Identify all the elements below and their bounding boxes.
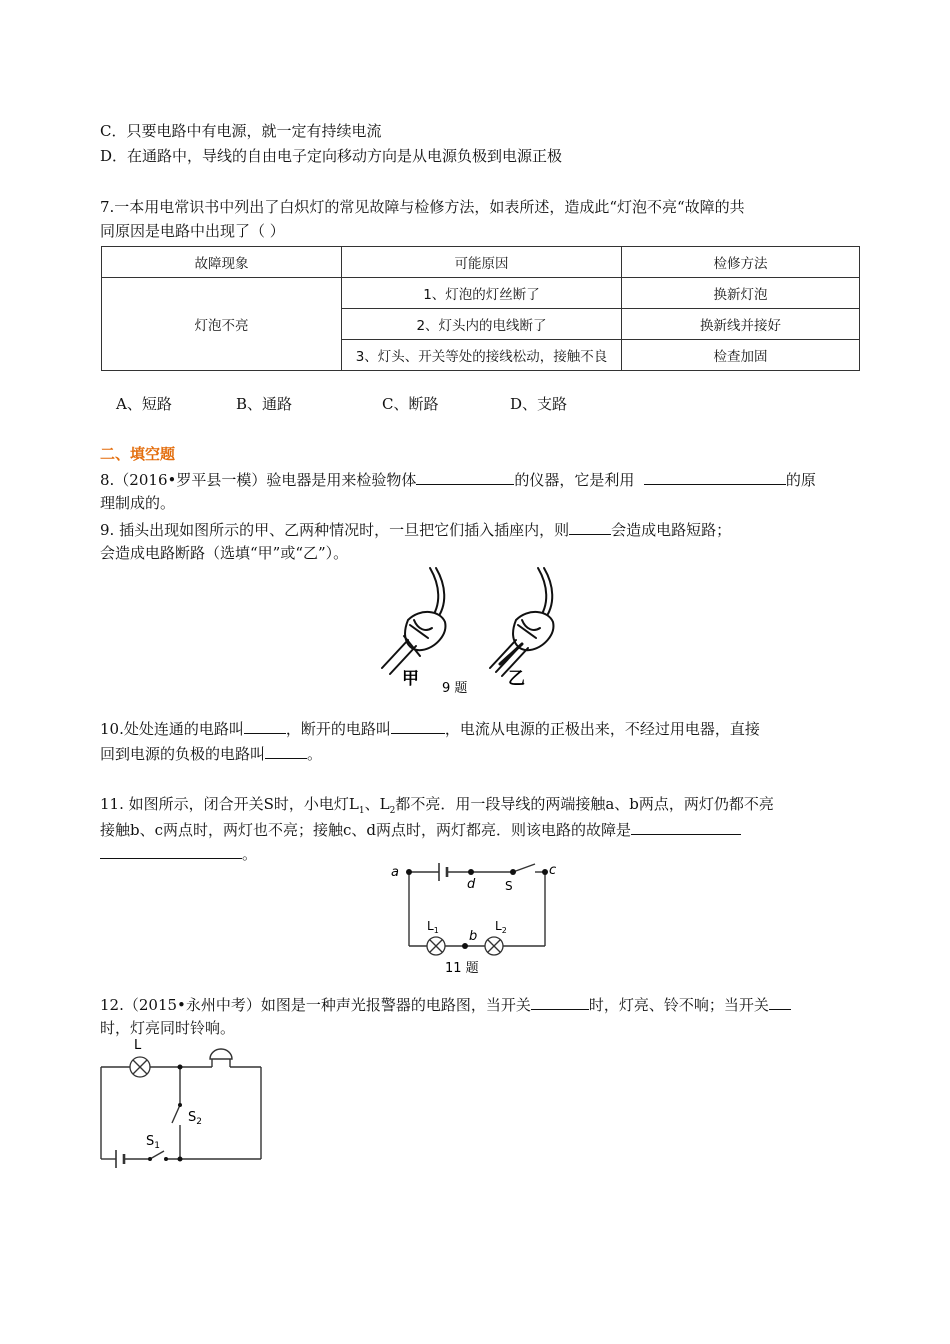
fix-cell: 换新灯泡	[622, 278, 860, 309]
q10-text-5: 。	[307, 745, 323, 763]
q9-blank-1[interactable]	[569, 518, 611, 535]
cause-cell: 1、灯泡的灯丝断了	[342, 278, 622, 309]
q11-text-4: 接触b、c两点时，两灯也不亮；接触c、d两点时，两灯都亮．则该电路的故障是	[100, 821, 632, 839]
header-phenomenon: 故障现象	[102, 247, 342, 278]
fault-table	[101, 246, 860, 371]
q9-line2: 会造成电路断路（选填“甲”或“乙”）。	[100, 544, 349, 562]
q12-text-1: 12.（2015•永州中考）如图是一种声光报警器的电路图，当开关	[100, 996, 531, 1014]
q10-blank-3[interactable]	[265, 742, 307, 759]
node-label-c: c	[549, 863, 557, 878]
q12-blank-2[interactable]	[769, 993, 791, 1010]
q7-stem-line2: 同原因是电路中出现了（ ）	[100, 222, 285, 240]
q10-text-2: ，断开的电路叫	[285, 720, 391, 738]
switch-s2-label: $S_2$	[188, 1110, 202, 1127]
q8-text-1: 8.（2016•罗平县一模）验电器是用来检验物体	[100, 471, 417, 489]
figure-caption-9: 9 题	[442, 681, 468, 695]
q6-option-d: D．在通路中，导线的自由电子定向移动方向是从电源负极到电源正极	[100, 147, 563, 165]
switch-s1-label: $S_1$	[146, 1134, 160, 1151]
q7-option-a: A、短路	[116, 395, 172, 413]
plug-jia-drawing	[382, 568, 445, 674]
q11-text-2: 、L	[364, 795, 390, 813]
circuit-12-wires	[101, 1067, 261, 1159]
q11-sub-1: 1	[358, 806, 365, 816]
q9-text-1: 9. 插头出现如图所示的甲、乙两种情况时，一旦把它们插入插座内，则	[100, 521, 570, 539]
circuit-figure-11	[385, 858, 575, 978]
q7-option-c: C、断路	[382, 395, 439, 413]
q11-text-5: 。	[242, 845, 258, 863]
lamp-l2-symbol	[485, 937, 503, 955]
q8-blank-2[interactable]	[644, 468, 786, 485]
plug-label-yi: 乙	[508, 669, 525, 689]
bell-symbol	[210, 1049, 232, 1067]
q8-line1	[100, 468, 816, 491]
fix-cell: 换新线并接好	[622, 309, 860, 340]
q11-line3	[100, 842, 257, 865]
q10-text-3: ，电流从电源的正极出来，不经过用电器，直接	[444, 720, 760, 738]
q12-blank-1[interactable]	[531, 993, 589, 1010]
q9-line1	[100, 518, 731, 541]
lamp-l1-label: $L_1$	[427, 919, 439, 935]
q12-line2: 时，灯亮同时铃响。	[100, 1019, 236, 1037]
circuit-figure-12	[96, 1035, 271, 1170]
q7-option-d: D、支路	[510, 395, 568, 413]
q8-text-2: 的仪器，它是利用	[514, 471, 635, 489]
q9-text-2: 会造成电路短路；	[611, 521, 732, 539]
q8-line2: 理制成的。	[100, 494, 176, 512]
q6-option-c: C．只要电路中有电源，就一定有持续电流	[100, 122, 382, 140]
q10-text-1: 10.处处连通的电路叫	[100, 720, 244, 738]
fault-table-header	[102, 247, 860, 278]
q11-blank-1[interactable]	[631, 818, 741, 835]
fix-cell: 检查加固	[622, 340, 860, 371]
q12-line1	[100, 993, 791, 1016]
table-row	[102, 278, 860, 309]
q7-stem-line1: 7.一本用电常识书中列出了白炽灯的常见故障与检修方法，如表所述，造成此“灯泡不亮“故障的共	[100, 198, 745, 216]
q10-text-4: 回到电源的负极的电路叫	[100, 745, 266, 763]
header-fix: 检修方法	[622, 247, 860, 278]
cause-cell: 2、灯头内的电线断了	[342, 309, 622, 340]
plug-figure	[370, 560, 580, 695]
q8-blank-1[interactable]	[416, 468, 514, 485]
q11-text-3: 都不亮．用一段导线的两端接触a、b两点，两灯仍都不亮	[395, 795, 774, 813]
cause-cell: 3、灯头、开关等处的接线松动，接触不良	[342, 340, 622, 371]
q7-option-b: B、通路	[236, 395, 293, 413]
header-cause: 可能原因	[342, 247, 622, 278]
section-title: 二、填空题	[100, 445, 176, 463]
q11-sub-2: 2	[389, 806, 396, 816]
q12-text-2: 时，灯亮、铃不响；当开关	[588, 996, 769, 1014]
lamp-l1-symbol	[427, 937, 445, 955]
lamp-l-symbol	[130, 1057, 150, 1077]
q10-line1	[100, 717, 760, 740]
node-label-b: b	[469, 929, 478, 944]
phenomenon-cell: 灯泡不亮	[102, 278, 342, 371]
q10-blank-2[interactable]	[391, 717, 445, 734]
plug-label-jia: 甲	[402, 669, 419, 689]
figure-caption-11: 11 题	[445, 961, 479, 976]
battery-symbol-12	[116, 1150, 124, 1168]
q11-text-1: 11. 如图所示，闭合开关S时，小电灯L	[100, 795, 359, 813]
node-label-d: d	[467, 877, 476, 892]
lamp-l-label: L	[134, 1038, 142, 1053]
node-label-a: a	[391, 865, 399, 880]
q10-line2	[100, 742, 322, 765]
lamp-l2-label: $L_2$	[495, 919, 507, 935]
battery-symbol	[439, 863, 447, 881]
switch-label-s: S	[505, 879, 513, 893]
q10-blank-1[interactable]	[244, 717, 286, 734]
q11-line2	[100, 818, 741, 841]
plug-yi-drawing	[490, 568, 553, 676]
q11-blank-2[interactable]	[100, 842, 242, 859]
q8-text-3: 的原	[785, 471, 816, 489]
